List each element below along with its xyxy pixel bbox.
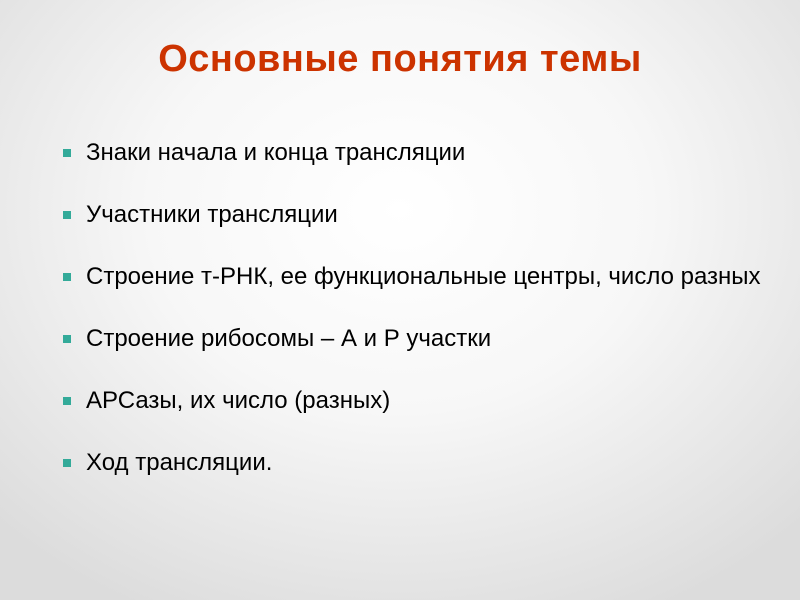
list-item: [62, 135, 782, 171]
list-item: [62, 259, 782, 295]
slide-title: Основные понятия темы: [158, 38, 642, 80]
square-bullet-icon: [63, 459, 71, 467]
list-item-text: АРСазы, их число (разных): [86, 387, 391, 414]
list-item-text: Участники трансляции: [86, 201, 338, 228]
list-item-text: Строение рибосомы – А и Р участки: [86, 325, 492, 352]
bullet-list: [62, 135, 782, 507]
list-item: [62, 321, 782, 357]
list-item: [62, 197, 782, 233]
square-bullet-icon: [63, 335, 71, 343]
square-bullet-icon: [63, 397, 71, 405]
square-bullet-icon: [63, 149, 71, 157]
list-item-text: Ход трансляции.: [86, 449, 273, 476]
list-item-text: Строение т-РНК, ее функциональные центры, число разных: [86, 263, 761, 290]
list-item-text: Знаки начала и конца трансляции: [86, 139, 466, 166]
list-item: [62, 445, 782, 481]
square-bullet-icon: [63, 273, 71, 281]
list-item: [62, 383, 782, 419]
square-bullet-icon: [63, 211, 71, 219]
